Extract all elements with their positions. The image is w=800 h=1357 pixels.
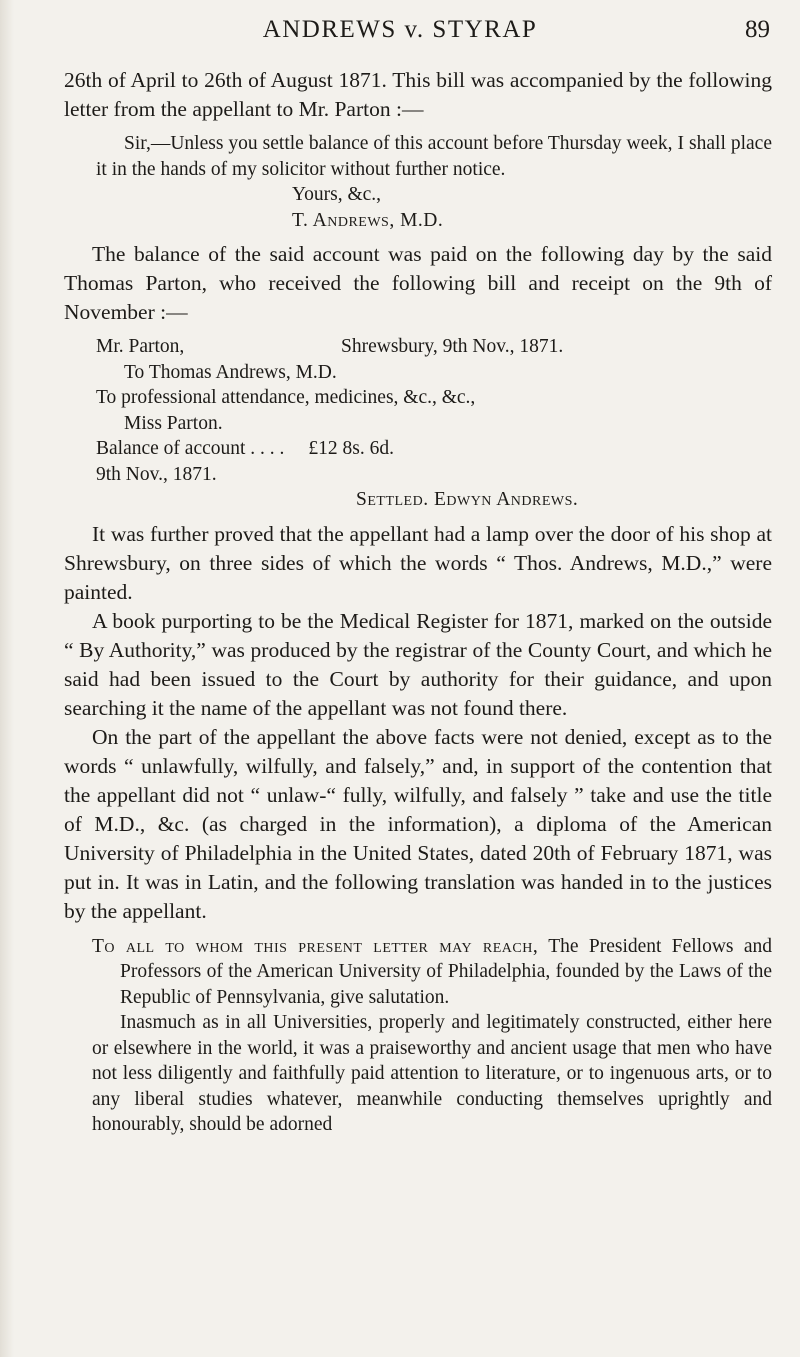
translation-body: Inasmuch as in all Universities, properly and legitimately constructed, either here or elsewhere in the world, it was a praiseworthy and ancient usage that men who have not less diligently and faithfully paid attention to literature, or to ingenuous arts, or to any liberal studies whatever, meanwhile conducting themselves uprightly and honourably, should be adorned xyxy=(92,1012,772,1135)
bill-patient: Miss Parton. xyxy=(124,412,223,434)
page-header xyxy=(0,14,800,54)
bill-services: To professional attendance, medicines, &c., &c., xyxy=(96,387,476,408)
letter-block xyxy=(96,131,772,233)
bill-block xyxy=(96,334,772,513)
diploma-paragraph: On the part of the appellant the above facts were not denied, except as to the words “ unlawfully, wilfully, and falsely,” and, in support of the contention that the appellant did not “ unlaw-“ fully, wilfully, and falsely ” take and use the title of M.D., &c. (as charged in the information), a diploma of the American University of Philadelphia in the United States, dated 20th of February 1871, was put in. It was in Latin, and the following translation was handed in to the justices by the appellant. xyxy=(64,724,772,923)
letter-body: Sir,—Unless you settle balance of this account before Thursday week, I shall place it in the hands of my solicitor without further notice. xyxy=(96,133,772,180)
page-number: 89 xyxy=(745,16,770,43)
translation-block xyxy=(92,934,772,1138)
letter-signature: T. Andrews, M.D. xyxy=(292,209,444,231)
letter-closing: Yours, &c., xyxy=(292,184,382,205)
bill-header-row xyxy=(96,334,772,360)
bill-balance-amount: £12 8s. 6d. xyxy=(308,438,395,459)
page-body xyxy=(64,66,772,1138)
running-head: ANDREWS v. STYRAP xyxy=(262,16,538,43)
balance-paragraph: The balance of the said account was paid on the following day by the said Thomas Parton, who received the following bill and receipt on the 9th of November :— xyxy=(64,242,772,324)
translation-opening xyxy=(92,934,772,1011)
translation-salutation: To all to whom this present letter may reach, xyxy=(92,935,539,957)
lamp-paragraph: It was further proved that the appellant had a lamp over the door of his shop at Shrewsbury, on three sides of which the words “ Thos. Andrews, M.D.,” were painted. xyxy=(64,521,772,604)
bill-to-line: To Thomas Andrews, M.D. xyxy=(124,361,337,383)
page-gutter xyxy=(0,0,14,1357)
register-paragraph: A book purporting to be the Medical Register for 1871, marked on the outside “ By Authority,” was produced by the registrar of the County Court, and which he said had been issued to the Court by authority for their guidance, and upon searching it the name of the appellant was not found there. xyxy=(64,608,772,720)
bill-settled: Settled. Edwyn Andrews. xyxy=(356,489,579,510)
bill-balance-label: Balance of account . . . . xyxy=(96,438,285,459)
bill-date: 9th Nov., 1871. xyxy=(96,463,217,485)
translation-opening-rest: The President Fellows and Professors of the American University of Philadelphia, founded by the Laws of the Republic of Pennsylvania, give salutation. xyxy=(120,935,772,1008)
bill-balance-row xyxy=(96,436,772,462)
intro-paragraph: 26th of April to 26th of August 1871. This bill was accompanied by the following letter from the appellant to Mr. Parton :— xyxy=(64,68,772,121)
bill-addressee: Mr. Parton, xyxy=(96,336,185,357)
bill-place-date: Shrewsbury, 9th Nov., 1871. xyxy=(341,336,564,357)
